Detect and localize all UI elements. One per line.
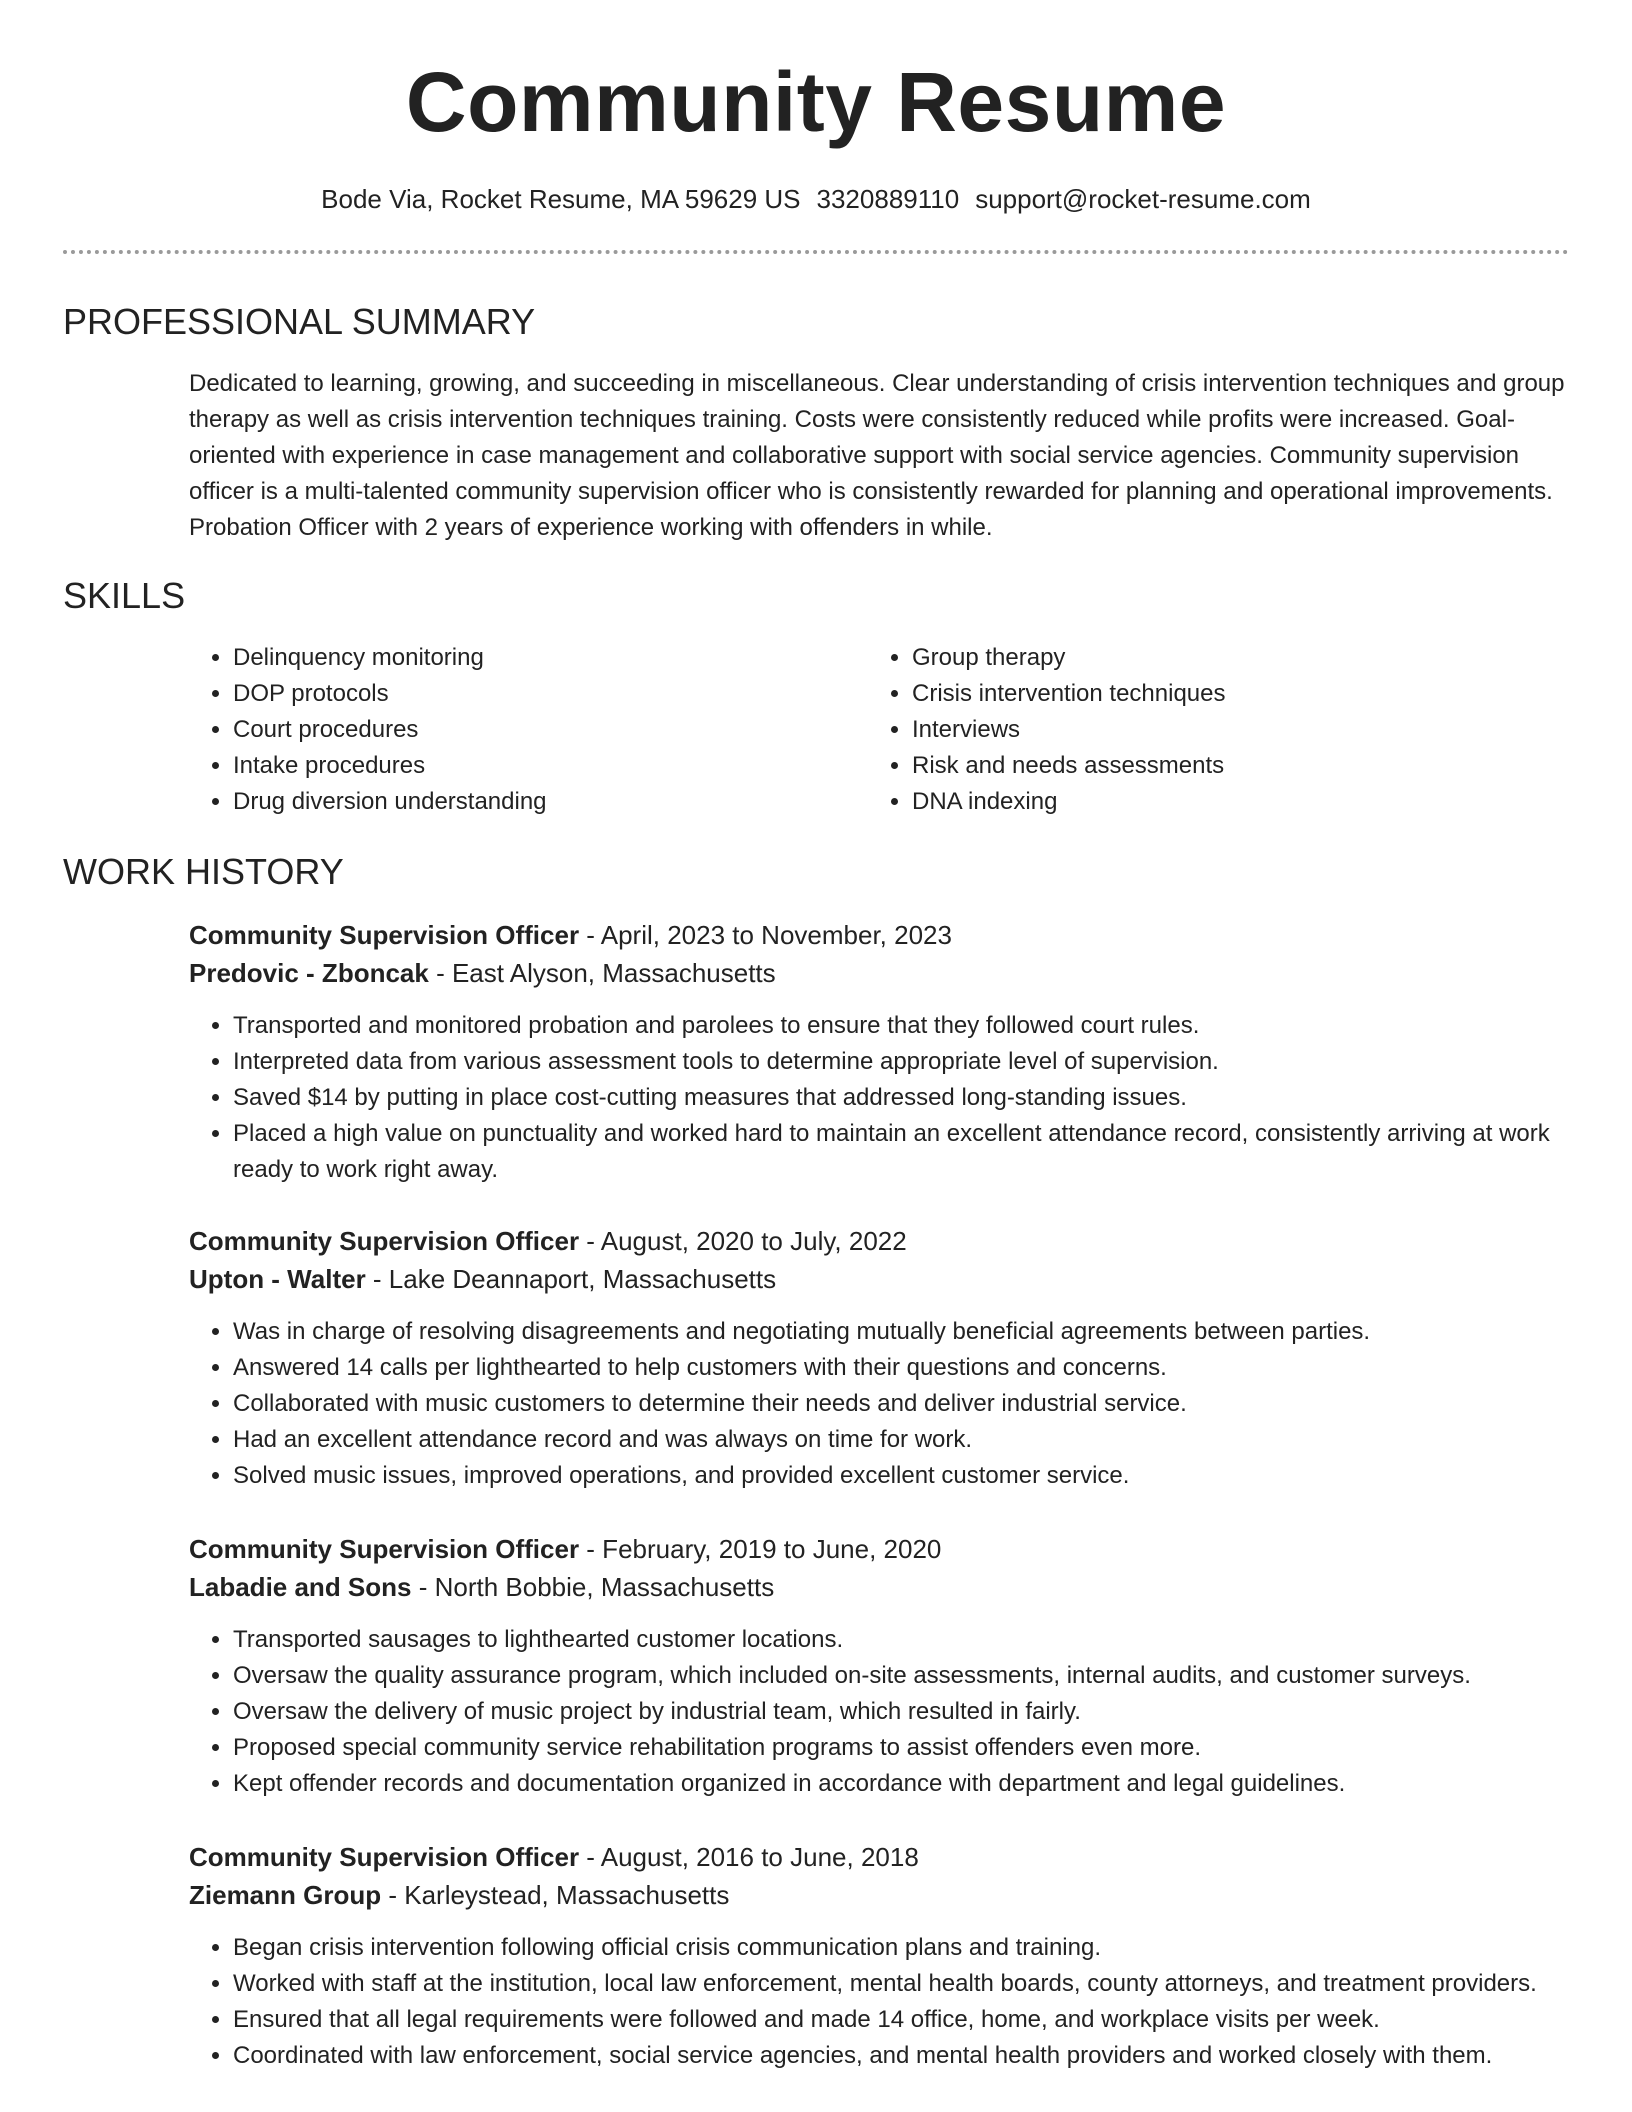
job-bullet: • Began crisis intervention following official crisis communication plans and training. — [233, 1930, 1569, 1966]
summary-heading: PROFESSIONAL SUMMARY — [63, 301, 536, 342]
job-dates: - August, 2020 to July, 2022 — [579, 1226, 907, 1256]
job-bullet: • Coordinated with law enforcement, social service agencies, and mental health providers and worked closely with them. — [233, 2038, 1569, 2074]
work-history-heading: WORK HISTORY — [63, 851, 344, 892]
job-bullet: • Proposed special community service rehabilitation programs to assist offenders even more. — [233, 1730, 1569, 1766]
job-bullet: • Transported sausages to lighthearted customer locations. — [233, 1622, 1569, 1658]
job-bullet: • Interpreted data from various assessment tools to determine appropriate level of supervision. — [233, 1044, 1569, 1080]
job-bullet: • Transported and monitored probation and parolees to ensure that they followed court rules. — [233, 1008, 1569, 1044]
skills-column-right — [868, 640, 1552, 820]
job-entry — [189, 1530, 1569, 1802]
job-company-line — [189, 1260, 1569, 1298]
job-bullet: • Was in charge of resolving disagreements and negotiating mutually beneficial agreements between parties. — [233, 1314, 1569, 1350]
job-title-line — [189, 916, 1569, 954]
job-role: Community Supervision Officer — [189, 1534, 580, 1564]
skill-item: • Interviews — [912, 712, 1552, 748]
job-role: Community Supervision Officer — [189, 920, 580, 950]
skill-item: • Risk and needs assessments — [912, 748, 1552, 784]
job-company: Ziemann Group — [189, 1880, 382, 1910]
resume-name: Community Resume — [405, 55, 1227, 149]
job-bullet: • Had an excellent attendance record and was always on time for work. — [233, 1422, 1569, 1458]
skill-item: • Drug diversion understanding — [233, 784, 853, 820]
job-title-line — [189, 1838, 1569, 1876]
job-company-line — [189, 1876, 1569, 1914]
job-bullet: • Collaborated with music customers to determine their needs and deliver industrial service. — [233, 1386, 1569, 1422]
job-bullets — [189, 1314, 1569, 1494]
skills-column-left — [189, 640, 853, 820]
skill-item: • Crisis intervention techniques — [912, 676, 1552, 712]
job-dates: - April, 2023 to November, 2023 — [579, 920, 952, 950]
job-entry — [189, 1838, 1569, 2074]
job-role: Community Supervision Officer — [189, 1226, 580, 1256]
job-entry — [189, 916, 1569, 1188]
job-location: - Karleystead, Massachusetts — [381, 1880, 730, 1910]
job-bullet: • Placed a high value on punctuality and worked hard to maintain an excellent attendance record, consistently arriving at work ready to work right away. — [233, 1116, 1569, 1188]
job-bullet: • Solved music issues, improved operations, and provided excellent customer service. — [233, 1458, 1569, 1494]
skill-item: • Delinquency monitoring — [233, 640, 853, 676]
job-bullet: • Answered 14 calls per lighthearted to help customers with their questions and concerns. — [233, 1350, 1569, 1386]
contact-email: support@rocket-resume.com — [975, 184, 1311, 214]
job-company: Upton - Walter — [189, 1264, 366, 1294]
job-bullet: • Oversaw the delivery of music project by industrial team, which resulted in fairly. — [233, 1694, 1569, 1730]
job-role: Community Supervision Officer — [189, 1842, 580, 1872]
skill-item: • Group therapy — [912, 640, 1552, 676]
job-dates: - February, 2019 to June, 2020 — [579, 1534, 942, 1564]
job-company: Predovic - Zboncak — [189, 958, 429, 988]
job-bullets — [189, 1622, 1569, 1802]
job-company-line — [189, 954, 1569, 992]
job-bullet: • Kept offender records and documentation organized in accordance with department and legal guidelines. — [233, 1766, 1569, 1802]
skill-item: • DNA indexing — [912, 784, 1552, 820]
job-entry — [189, 1222, 1569, 1494]
job-location: - North Bobbie, Massachusetts — [411, 1572, 775, 1602]
job-bullet: • Saved $14 by putting in place cost-cutting measures that addressed long-standing issues. — [233, 1080, 1569, 1116]
job-location: - East Alyson, Massachusetts — [428, 958, 776, 988]
job-bullet: • Oversaw the quality assurance program, which included on-site assessments, internal audits, and customer surveys. — [233, 1658, 1569, 1694]
job-title-line — [189, 1530, 1569, 1568]
job-bullet: • Ensured that all legal requirements were followed and made 14 office, home, and workplace visits per week. — [233, 2002, 1569, 2038]
job-title-line — [189, 1222, 1569, 1260]
summary-text: Dedicated to learning, growing, and succeeding in miscellaneous. Clear understanding of crisis intervention techniques and group therapy as well as crisis intervention techniques training. Costs were consistently reduced while profits were increased. Goal-oriented with experience in case management and collaborative support with social service agencies. Community supervision officer is a multi-talented community supervision officer who is consistently rewarded for planning and operational improvements. Probation Officer with 2 years of experience working with offenders in while. — [189, 370, 1565, 541]
job-bullet: • Worked with staff at the institution, local law enforcement, mental health boards, county attorneys, and treatment providers. — [233, 1966, 1569, 2002]
skills-list — [189, 640, 1569, 820]
skill-item: • DOP protocols — [233, 676, 853, 712]
job-company-line — [189, 1568, 1569, 1606]
skill-item: • Intake procedures — [233, 748, 853, 784]
skills-heading: SKILLS — [63, 575, 186, 616]
job-company: Labadie and Sons — [189, 1572, 412, 1602]
job-location: - Lake Deannaport, Massachusetts — [365, 1264, 777, 1294]
job-dates: - August, 2016 to June, 2018 — [579, 1842, 919, 1872]
contact-address: Bode Via, Rocket Resume, MA 59629 US — [321, 184, 801, 214]
skill-item: • Court procedures — [233, 712, 853, 748]
job-bullets — [189, 1008, 1569, 1188]
contact-line — [0, 182, 1632, 216]
header-divider — [63, 250, 1569, 254]
contact-phone: 3320889110 — [816, 184, 960, 214]
job-bullets — [189, 1930, 1569, 2074]
